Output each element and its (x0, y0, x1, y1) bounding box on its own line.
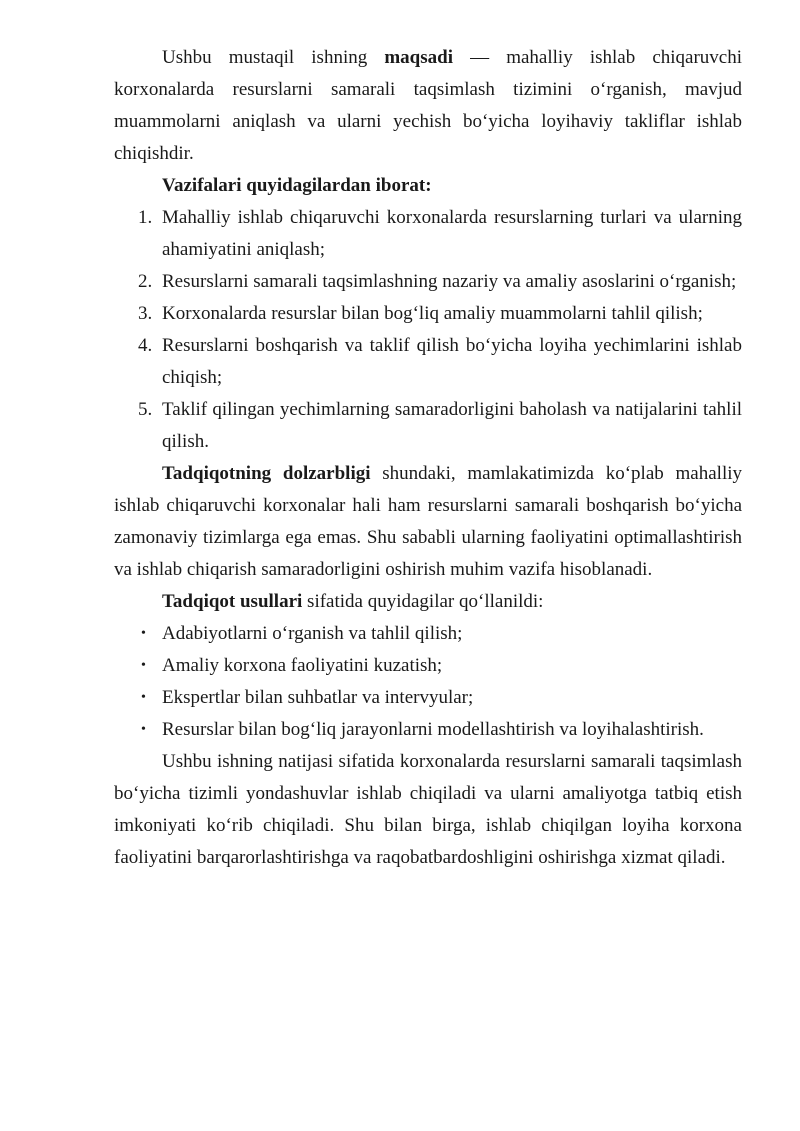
relevance-paragraph (114, 458, 742, 586)
method-text: Ekspertlar bilan suhbatlar va intervyular; (162, 687, 474, 708)
method-text: Resurslar bilan bog‘liq jarayonlarni modellashtirish va loyihalashtirish. (162, 719, 704, 740)
task-number: 3. (138, 303, 153, 324)
task-text: Taklif qilingan yechimlarning samaradorligini baholash va natijalarini tahlil qilish. (162, 399, 742, 452)
intro-goal-term: maqsadi (384, 47, 453, 68)
intro-paragraph (114, 42, 742, 170)
intro-text-after: — mahalliy ishlab chiqaruvchi korxonalarda resurslarni samarali taqsimlash tizimini o‘rganish, mavjud muammolarni aniqlash va ularni yechish bo‘yicha loyihaviy takliflar ishlab chiqishdir. (114, 47, 742, 164)
method-item (114, 682, 742, 714)
relevance-term: Tadqiqotning dolzarbligi (162, 463, 371, 484)
tasks-list (114, 202, 742, 458)
relevance-text: shundaki, mamlakatimizda ko‘plab mahalliy ishlab chiqaruvchi korxonalar hali ham resurslarni samarali boshqarish bo‘yicha zamonaviy tizimlarga ega emas. Shu sababli ularning faoliyatini optimallashtirish va ishlab chiqarish samaradorligini oshirish muhim vazifa hisoblanadi. (114, 463, 742, 580)
task-number: 5. (138, 399, 153, 420)
tasks-heading: Vazifalari quyidagilardan iborat: (162, 175, 432, 196)
method-item (114, 714, 742, 746)
task-item (114, 394, 742, 458)
method-item (114, 618, 742, 650)
methods-term: Tadqiqot usullari (162, 591, 303, 612)
task-item (114, 298, 742, 330)
task-text: Resurslarni samarali taqsimlashning nazariy va amaliy asoslarini o‘rganish; (162, 271, 737, 292)
bullet-icon: • (141, 658, 146, 673)
document-page (114, 42, 742, 874)
conclusion-paragraph: Ushbu ishning natijasi sifatida korxonalarda resurslarni samarali taqsimlash bo‘yicha tizimli yondashuvlar ishlab chiqiladi va ularni amaliyotga tatbiq etish imkoniyati ko‘rib chiqiladi. Shu bilan birga, ishlab chiqilgan loyiha korxona faoliyatini barqarorlashtirishga va raqobatbardoshligini oshirishga xizmat qiladi. (114, 751, 742, 868)
task-number: 2. (138, 271, 153, 292)
bullet-icon: • (141, 626, 146, 641)
method-item (114, 650, 742, 682)
bullet-icon: • (141, 690, 146, 705)
methods-intro (114, 586, 742, 618)
task-text: Mahalliy ishlab chiqaruvchi korxonalarda resurslarning turlari va ularning ahamiyatini aniqlash; (162, 207, 742, 260)
bullet-icon: • (141, 722, 146, 737)
intro-text-before: Ushbu mustaqil ishning (162, 47, 385, 68)
task-item (114, 330, 742, 394)
task-item (114, 202, 742, 266)
task-text: Korxonalarda resurslar bilan bog‘liq amaliy muammolarni tahlil qilish; (162, 303, 703, 324)
methods-intro-text: sifatida quyidagilar qo‘llanildi: (302, 591, 544, 612)
method-text: Adabiyotlarni o‘rganish va tahlil qilish; (162, 623, 463, 644)
task-number: 1. (138, 207, 153, 228)
methods-list (114, 618, 742, 746)
task-number: 4. (138, 335, 153, 356)
task-item (114, 266, 742, 298)
method-text: Amaliy korxona faoliyatini kuzatish; (162, 655, 443, 676)
task-text: Resurslarni boshqarish va taklif qilish bo‘yicha loyiha yechimlarini ishlab chiqish; (162, 335, 742, 388)
